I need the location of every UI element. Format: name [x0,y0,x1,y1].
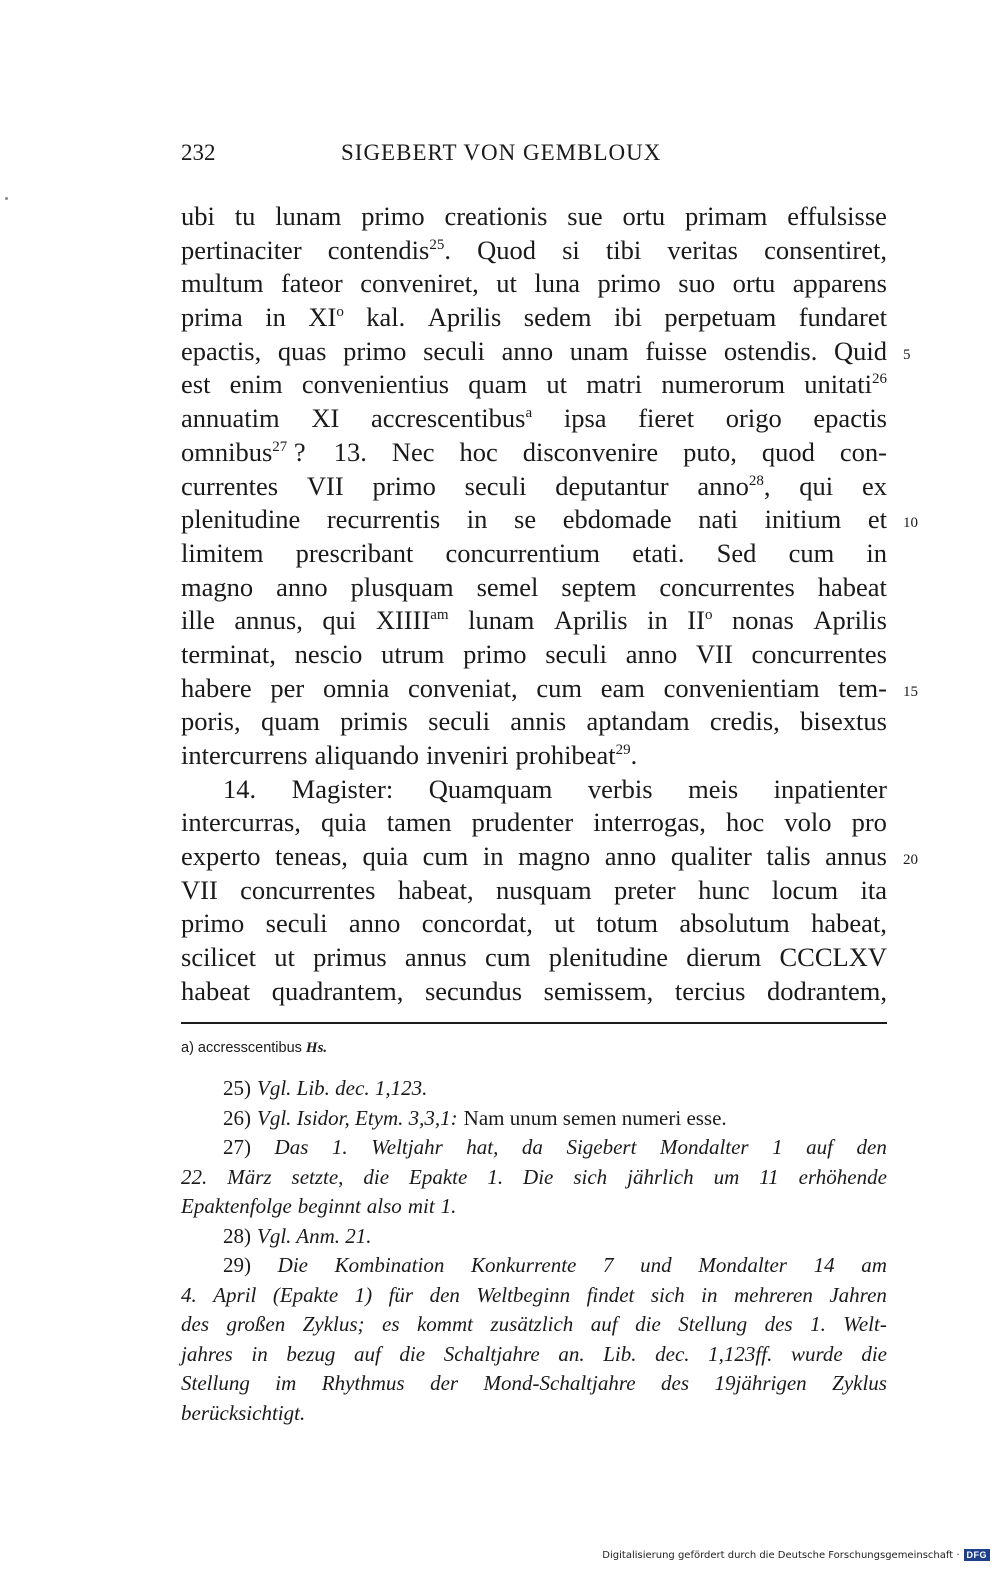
text-line: magno anno plusquam semel septem concurrentes habeat [181,571,887,602]
footnote-29-cont: Stellung im Rhythmus der Mond-Schaltjahre des 19jährigen Zyklus [181,1371,887,1395]
text-line: habeat quadrantem, secundus semissem, tercius dodrantem, [181,975,887,1006]
footnote-27: 27) Das 1. Weltjahr hat, da Sigebert Mondalter 1 auf den [223,1135,887,1159]
footnote-26: 26) Vgl. Isidor, Etym. 3,3,1: Nam unum semen numeri esse. [223,1105,727,1130]
footnote-ref: 25 [429,236,445,253]
text-line: intercurrens aliquando inveniri prohibeat$^{29}$. [181,740,638,770]
footnote-ref: 28 [748,472,764,489]
footnote-ref: 27 [272,438,288,455]
footnote-28: 28) Vgl. Anm. 21. [223,1223,372,1248]
running-head [181,140,707,172]
text-line: limitem prescribant concurrentium etati. Sed cum in [181,537,887,568]
line-number: 5 [903,347,911,363]
section-number: 14. [223,773,257,804]
credit-text: Digitalisierung gefördert durch die Deutsche Forschungsgemeinschaft · [602,1549,960,1561]
footnote-29-cont: des großen Zyklus; es kommt zusätzlich auf die Stellung des 1. Welt- [181,1312,887,1336]
text-line: intercurras, quia tamen prudenter interrogas, hoc volo pro [181,807,887,838]
footnote-29-cont: berücksichtigt. [181,1400,306,1425]
footnote-29-cont: 4. April (Epakte 1) für den Weltbeginn findet sich in mehreren Jahren [181,1282,887,1307]
footnote-27-cont: Epaktenfolge beginnt also mit 1. [181,1194,457,1218]
page-number: 232 [181,140,216,165]
line-number: 20 [903,852,918,868]
digitization-credit [602,1549,990,1561]
text-line: ubi tu lunam primo creationis sue ortu primam effulsisse [181,201,887,231]
footnotes [181,1074,887,1428]
section-number: 13. [333,436,367,467]
scan-speck [5,197,8,200]
dfg-logo: DFG [964,1549,991,1561]
footnote-ref: 26 [871,371,887,388]
text-line: plenitudine recurrentis in se ebdomade nati initium et [181,504,887,535]
main-text [181,200,887,1009]
text-line: epactis, quas primo seculi anno unam fuisse ostendis. Quid [181,335,887,366]
footnote-ref: 29 [615,742,631,758]
text-line: prima in $XI^o$ kal. Aprilis sedem ibi perpetuam fundaret [181,302,887,333]
footnote-29: 29) Die Kombination Konkurrente 7 und Mondalter 14 am [223,1253,887,1277]
text-line: VII concurrentes habeat, nusquam preter hunc locum ita [181,874,887,905]
text-line: primo seculi anno concordat, ut totum absolutum habeat, [181,908,887,939]
line-number: 15 [903,684,918,700]
text-line: terminat, nescio utrum primo seculi anno VII concurrentes [181,638,887,669]
footnote-29-cont: jahres in bezug auf die Schaltjahre an. Lib. dec. 1,123ff. wurde die [181,1341,887,1366]
siglum: Hs. [305,1040,328,1056]
text-line: scilicet ut primus annus cum plenitudine dierum CCCLXV [181,942,887,973]
text-line: pertinaciter contendis$^{25}$. Quod si tibi veritas consentiret, [181,234,887,265]
text-line: annuatim XI accrescentibus$^a$ ipsa fieret origo epactis [181,403,887,434]
running-title: SIGEBERT VON GEMBLOUX [341,140,662,165]
text-line: ille annus, qui $XIIII^{am}$ lunam Aprilis in $II^o$ nonas Aprilis [181,605,887,636]
text-line: est enim convenientius quam ut matri numerorum unitati$^{26}$ [181,369,887,400]
text-line: poris, quam primis seculi annis aptandam credis, bisextus [181,706,887,737]
footnote-25: 25) Vgl. Lib. dec. 1,123. [223,1076,428,1100]
text-line: habere per omnia conveniat, cum eam convenientiam tem- [181,672,887,703]
text-line: omnibus$^{27}$ ? 13. Nec hoc disconvenire puto, quod con- [181,436,887,467]
text-line: multum fateor conveniret, ut luna primo suo ortu apparens [181,268,887,299]
text-line: experto teneas, quia cum in magno anno qualiter talis annus [181,841,887,872]
text-line: currentes VII primo seculi deputantur anno$^{28}$, qui ex [181,470,887,501]
line-number: 10 [903,515,918,531]
footnote-27-cont: 22. März setzte, die Epakte 1. Die sich jährlich um 11 erhöhende [181,1164,887,1189]
apparatus-ref: a [525,405,533,422]
footnote-rule [181,1022,887,1024]
text-line: 14. Magister: Quamquam verbis meis inpatienter [181,773,887,807]
apparatus-note: a) accresscentibus Hs. [181,1040,328,1056]
